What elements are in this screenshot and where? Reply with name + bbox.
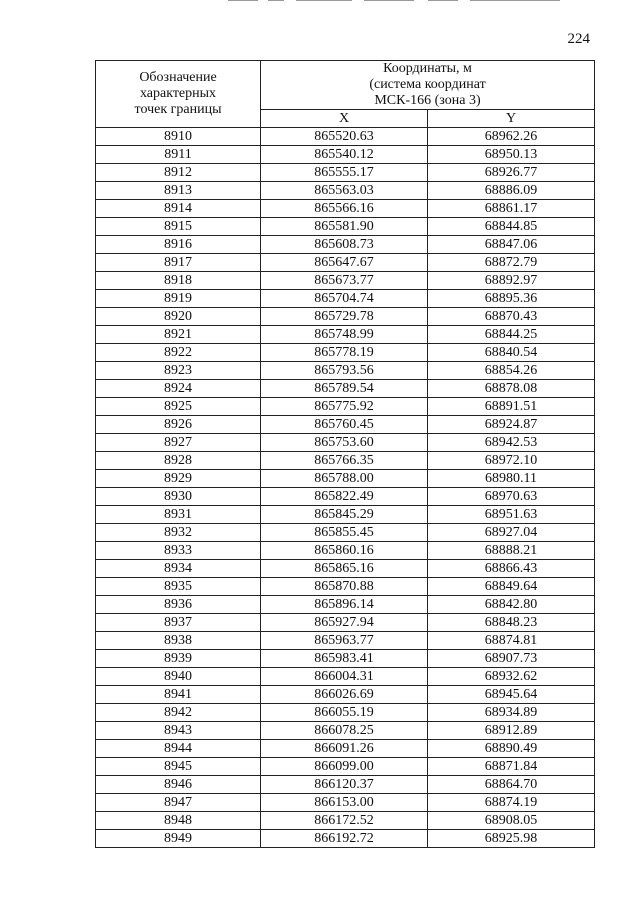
point-id-cell: 8939: [96, 650, 261, 668]
point-id-cell: 8918: [96, 272, 261, 290]
y-coordinate-cell: 68871.84: [428, 758, 595, 776]
x-coordinate-cell: 865793.56: [261, 362, 428, 380]
x-coordinate-cell: 865963.77: [261, 632, 428, 650]
point-id-cell: 8936: [96, 596, 261, 614]
table-row: [96, 398, 595, 416]
x-coordinate-cell: 866099.00: [261, 758, 428, 776]
y-coordinate-cell: 68866.43: [428, 560, 595, 578]
table-row: [96, 434, 595, 452]
y-coordinate-cell: 68951.63: [428, 506, 595, 524]
y-coordinate-cell: 68844.85: [428, 218, 595, 236]
table-row: [96, 542, 595, 560]
point-id-cell: 8933: [96, 542, 261, 560]
table-row: [96, 290, 595, 308]
y-coordinate-cell: 68848.23: [428, 614, 595, 632]
point-id-cell: 8945: [96, 758, 261, 776]
point-id-cell: 8942: [96, 704, 261, 722]
point-id-cell: 8929: [96, 470, 261, 488]
point-id-cell: 8919: [96, 290, 261, 308]
y-coordinate-cell: 68840.54: [428, 344, 595, 362]
y-coordinate-cell: 68950.13: [428, 146, 595, 164]
x-coordinate-cell: 865563.03: [261, 182, 428, 200]
y-coordinate-cell: 68886.09: [428, 182, 595, 200]
x-coordinate-cell: 865778.19: [261, 344, 428, 362]
table-row: [96, 470, 595, 488]
x-coordinate-cell: 866120.37: [261, 776, 428, 794]
header-x: X: [261, 110, 428, 128]
y-coordinate-cell: 68908.05: [428, 812, 595, 830]
x-coordinate-cell: 865870.88: [261, 578, 428, 596]
y-coordinate-cell: 68890.49: [428, 740, 595, 758]
y-coordinate-cell: 68962.26: [428, 128, 595, 146]
point-id-cell: 8928: [96, 452, 261, 470]
x-coordinate-cell: 865822.49: [261, 488, 428, 506]
x-coordinate-cell: 865753.60: [261, 434, 428, 452]
point-id-cell: 8925: [96, 398, 261, 416]
table-row: [96, 146, 595, 164]
point-id-cell: 8914: [96, 200, 261, 218]
table-row: [96, 218, 595, 236]
table-row: [96, 452, 595, 470]
table-row: [96, 524, 595, 542]
table-row: [96, 614, 595, 632]
x-coordinate-cell: 866172.52: [261, 812, 428, 830]
header-coordinates: [261, 61, 595, 110]
x-coordinate-cell: 865766.35: [261, 452, 428, 470]
header-line: Обозначение: [139, 70, 217, 85]
table-row: [96, 416, 595, 434]
scan-edge-line: [268, 0, 284, 1]
y-coordinate-cell: 68972.10: [428, 452, 595, 470]
scan-edge-line: [364, 0, 414, 1]
table-row: [96, 794, 595, 812]
header-line: характерных: [139, 86, 217, 101]
point-id-cell: 8922: [96, 344, 261, 362]
y-coordinate-cell: 68892.97: [428, 272, 595, 290]
table-row: [96, 776, 595, 794]
table-row: [96, 308, 595, 326]
point-id-cell: 8923: [96, 362, 261, 380]
x-coordinate-cell: 865555.17: [261, 164, 428, 182]
table-row: [96, 596, 595, 614]
y-coordinate-cell: 68847.06: [428, 236, 595, 254]
y-coordinate-cell: 68980.11: [428, 470, 595, 488]
point-id-cell: 8934: [96, 560, 261, 578]
x-coordinate-cell: 865983.41: [261, 650, 428, 668]
x-coordinate-cell: 866026.69: [261, 686, 428, 704]
point-id-cell: 8932: [96, 524, 261, 542]
table-row: [96, 668, 595, 686]
table-row: [96, 686, 595, 704]
y-coordinate-cell: 68874.19: [428, 794, 595, 812]
page-number: 224: [567, 31, 590, 47]
header-point-designation: [96, 61, 261, 128]
table-row: [96, 650, 595, 668]
x-coordinate-cell: 866004.31: [261, 668, 428, 686]
header-line: Координаты, м: [383, 61, 472, 76]
table-row: [96, 128, 595, 146]
point-id-cell: 8921: [96, 326, 261, 344]
point-id-cell: 8912: [96, 164, 261, 182]
table-row: [96, 254, 595, 272]
table-row: [96, 758, 595, 776]
header-y: Y: [428, 110, 595, 128]
table-row: [96, 830, 595, 848]
point-id-cell: 8915: [96, 218, 261, 236]
point-id-cell: 8924: [96, 380, 261, 398]
point-id-cell: 8920: [96, 308, 261, 326]
y-coordinate-cell: 68878.08: [428, 380, 595, 398]
scan-edge-line: [428, 0, 458, 1]
point-id-cell: 8911: [96, 146, 261, 164]
x-coordinate-cell: 865788.00: [261, 470, 428, 488]
table-row: [96, 344, 595, 362]
point-id-cell: 8943: [96, 722, 261, 740]
x-coordinate-cell: 866192.72: [261, 830, 428, 848]
x-coordinate-cell: 865845.29: [261, 506, 428, 524]
point-id-cell: 8938: [96, 632, 261, 650]
y-coordinate-cell: 68925.98: [428, 830, 595, 848]
x-coordinate-cell: 865789.54: [261, 380, 428, 398]
table-row: [96, 560, 595, 578]
x-coordinate-cell: 865608.73: [261, 236, 428, 254]
point-id-cell: 8947: [96, 794, 261, 812]
table-row: [96, 362, 595, 380]
x-coordinate-cell: 865540.12: [261, 146, 428, 164]
point-id-cell: 8940: [96, 668, 261, 686]
scan-edge-line: [470, 0, 560, 1]
scan-edge-line: [296, 0, 352, 1]
point-id-cell: 8930: [96, 488, 261, 506]
x-coordinate-cell: 865775.92: [261, 398, 428, 416]
point-id-cell: 8944: [96, 740, 261, 758]
x-coordinate-cell: 866055.19: [261, 704, 428, 722]
table-row: [96, 740, 595, 758]
header-line: точек границы: [134, 102, 222, 117]
table-row: [96, 236, 595, 254]
y-coordinate-cell: 68872.79: [428, 254, 595, 272]
y-coordinate-cell: 68842.80: [428, 596, 595, 614]
table-row: [96, 578, 595, 596]
point-id-cell: 8935: [96, 578, 261, 596]
point-id-cell: 8949: [96, 830, 261, 848]
y-coordinate-cell: 68874.81: [428, 632, 595, 650]
x-coordinate-cell: 866153.00: [261, 794, 428, 812]
table-row: [96, 722, 595, 740]
y-coordinate-cell: 68945.64: [428, 686, 595, 704]
x-coordinate-cell: 865896.14: [261, 596, 428, 614]
x-coordinate-cell: 866078.25: [261, 722, 428, 740]
table-row: [96, 704, 595, 722]
header-line: (система координат: [369, 77, 486, 92]
coordinates-table: [95, 60, 595, 848]
y-coordinate-cell: 68970.63: [428, 488, 595, 506]
x-coordinate-cell: 865860.16: [261, 542, 428, 560]
table-row: [96, 164, 595, 182]
y-coordinate-cell: 68912.89: [428, 722, 595, 740]
scan-edge-line: [228, 0, 258, 1]
table-row: [96, 812, 595, 830]
y-coordinate-cell: 68888.21: [428, 542, 595, 560]
x-coordinate-cell: 865927.94: [261, 614, 428, 632]
y-coordinate-cell: 68932.62: [428, 668, 595, 686]
x-coordinate-cell: 865760.45: [261, 416, 428, 434]
y-coordinate-cell: 68891.51: [428, 398, 595, 416]
y-coordinate-cell: 68861.17: [428, 200, 595, 218]
y-coordinate-cell: 68907.73: [428, 650, 595, 668]
x-coordinate-cell: 865855.45: [261, 524, 428, 542]
point-id-cell: 8913: [96, 182, 261, 200]
y-coordinate-cell: 68942.53: [428, 434, 595, 452]
point-id-cell: 8937: [96, 614, 261, 632]
x-coordinate-cell: 865865.16: [261, 560, 428, 578]
table-row: [96, 506, 595, 524]
y-coordinate-cell: 68926.77: [428, 164, 595, 182]
x-coordinate-cell: 865729.78: [261, 308, 428, 326]
point-id-cell: 8927: [96, 434, 261, 452]
x-coordinate-cell: 865647.67: [261, 254, 428, 272]
y-coordinate-cell: 68895.36: [428, 290, 595, 308]
table-row: [96, 380, 595, 398]
point-id-cell: 8948: [96, 812, 261, 830]
x-coordinate-cell: 865581.90: [261, 218, 428, 236]
point-id-cell: 8926: [96, 416, 261, 434]
point-id-cell: 8917: [96, 254, 261, 272]
table-row: [96, 272, 595, 290]
table-row: [96, 488, 595, 506]
y-coordinate-cell: 68927.04: [428, 524, 595, 542]
point-id-cell: 8916: [96, 236, 261, 254]
y-coordinate-cell: 68924.87: [428, 416, 595, 434]
header-line: МСК-166 (зона 3): [374, 93, 481, 108]
table-row: [96, 182, 595, 200]
x-coordinate-cell: 865748.99: [261, 326, 428, 344]
y-coordinate-cell: 68934.89: [428, 704, 595, 722]
point-id-cell: 8910: [96, 128, 261, 146]
y-coordinate-cell: 68864.70: [428, 776, 595, 794]
table-row: [96, 326, 595, 344]
point-id-cell: 8931: [96, 506, 261, 524]
y-coordinate-cell: 68870.43: [428, 308, 595, 326]
point-id-cell: 8946: [96, 776, 261, 794]
x-coordinate-cell: 866091.26: [261, 740, 428, 758]
y-coordinate-cell: 68849.64: [428, 578, 595, 596]
y-coordinate-cell: 68844.25: [428, 326, 595, 344]
point-id-cell: 8941: [96, 686, 261, 704]
table-row: [96, 200, 595, 218]
table-row: [96, 632, 595, 650]
y-coordinate-cell: 68854.26: [428, 362, 595, 380]
x-coordinate-cell: 865566.16: [261, 200, 428, 218]
x-coordinate-cell: 865704.74: [261, 290, 428, 308]
x-coordinate-cell: 865520.63: [261, 128, 428, 146]
x-coordinate-cell: 865673.77: [261, 272, 428, 290]
